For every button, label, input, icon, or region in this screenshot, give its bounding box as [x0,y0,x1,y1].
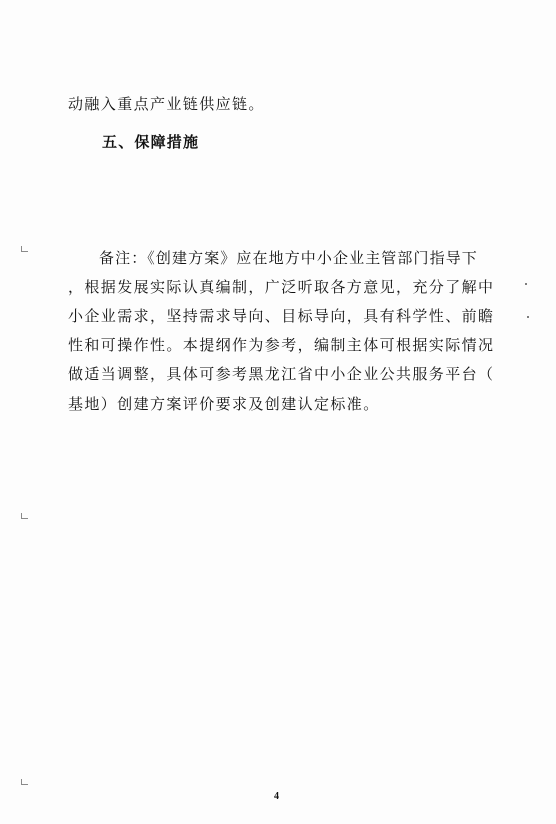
note-line: ，根据发展实际认真编制，广泛听取各方意见，充分了解中 [68,278,495,296]
continuation-line: 动融入重点产业链供应链。 [68,95,265,113]
note-line: 做适当调整，具体可参考黑龙江省中小企业公共服务平台（ [68,365,495,383]
page-number: 4 [274,791,279,802]
note-line: 备注：《创建方案》应在地方中小企业主管部门指导下 [99,249,478,267]
margin-corner-mark [21,513,28,519]
note-line: 基地）创建方案评价要求及创建认定标准。 [68,395,380,413]
margin-corner-mark [21,246,28,252]
section-heading: 五、保障措施 [102,133,200,151]
margin-corner-mark [21,779,28,785]
note-line: 小企业需求，坚持需求导向、目标导向，具有科学性、前瞻 [68,307,495,325]
scan-speck [527,316,529,318]
scan-speck [525,283,527,285]
note-line: 性和可操作性。本提纲作为参考，编制主体可根据实际情况 [68,336,495,354]
